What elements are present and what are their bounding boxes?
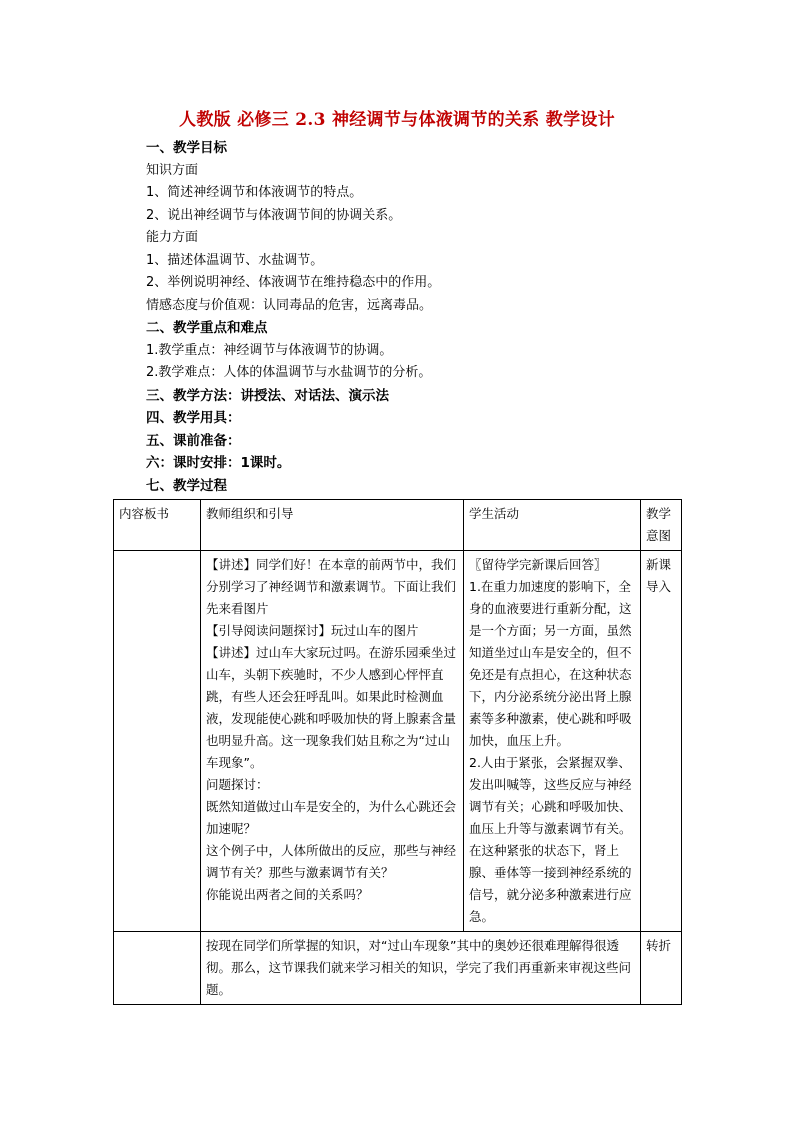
paragraph: 〖留待学完新课后回答〗 xyxy=(469,557,607,572)
cell-teacher-guidance xyxy=(201,551,464,932)
outline xyxy=(146,137,686,497)
header-teaching-intent: 教学意图 xyxy=(641,500,682,551)
paragraph: 【引导阅读问题探讨】玩过山车的图片 xyxy=(206,623,419,638)
document-title: 人教版 必修三 2.3 神经调节与体液调节的关系 教学设计 xyxy=(179,110,615,130)
section-line: 六：课时安排：1课时。 xyxy=(146,455,291,471)
teaching-process-table xyxy=(113,499,682,1005)
paragraph: 1.在重力加速度的影响下，全身的血液要进行重新分配，这是一个方面；另一方面，虽然知道坐过山车是安全的，但不免还是有点担心，在这种状态下，内分泌系统分泌出肾上腺素等多种激素，使心跳和呼吸加快，血压上升。 xyxy=(469,579,632,748)
section-line: 1、描述体温调节、水盐调节。 xyxy=(146,252,324,268)
section-line: 四、教学用具： xyxy=(146,410,241,426)
paragraph: 你能说出两者之间的关系吗？ xyxy=(206,887,369,902)
section-line: 一、教学目标 xyxy=(146,140,227,156)
paragraph: 【讲述】过山车大家玩过吗。在游乐园乘坐过山车，头朝下疾驰时，不少人感到心怦怦直跳，有些人还会狂呼乱叫。如果此时检测血液，发现能使心跳和呼吸加快的肾上腺素含量也明显升高。这一现象我们姑且称之为“过山车现象”。 xyxy=(206,645,457,770)
paragraph: 既然知道做过山车是安全的，为什么心跳还会加速呢？ xyxy=(206,799,457,836)
table-header-row xyxy=(114,500,682,551)
cell-content-board xyxy=(114,932,201,1005)
section-line: 五、课前准备： xyxy=(146,432,241,449)
paragraph: 2.人由于紧张，会紧握双拳、发出叫喊等，这些反应与神经调节有关；心跳和呼吸加快、血压上升等与激素调节有关。在这种紧张的状态下，肾上腺、垂体等一接到神经系统的信号，就分泌多种激素进行应急。 xyxy=(469,755,632,924)
section-line: 1、简述神经调节和体液调节的特点。 xyxy=(146,185,363,200)
header-content-board: 内容板书 xyxy=(114,500,201,551)
paragraph: 问题探讨： xyxy=(206,777,269,792)
section-line: 能力方面 xyxy=(146,230,199,245)
table-row xyxy=(114,932,682,1005)
cell-teaching-intent: 新课导入 xyxy=(641,551,682,932)
paragraph: 【讲述】同学们好！在本章的前两节中，我们分别学习了神经调节和激素调节。下面让我们先来看图片 xyxy=(206,557,457,616)
section-line: 1.教学重点：神经调节与体液调节的协调。 xyxy=(146,342,393,358)
section-line: 2、说出神经调节与体液调节间的协调关系。 xyxy=(146,207,402,223)
section-line: 2.教学难点：人体的体温调节与水盐调节的分析。 xyxy=(146,365,432,380)
cell-transition-text: 按现在同学们所掌握的知识，对“过山车现象”其中的奥妙还很难理解得很透彻。那么，这节课我们就来学习相关的知识，学完了我们再重新来审视这些问题。 xyxy=(201,932,641,1005)
cell-teaching-intent: 转折 xyxy=(641,932,682,1005)
section-line: 二、教学重点和难点 xyxy=(146,320,268,336)
section-line: 三、教学方法：讲授法、对话法、演示法 xyxy=(146,387,389,404)
section-line: 2、举例说明神经、体液调节在维持稳态中的作用。 xyxy=(146,275,441,290)
table-row xyxy=(114,551,682,932)
section-line: 七、教学过程 xyxy=(146,477,227,494)
cell-content-board xyxy=(114,551,201,932)
header-teacher-guidance: 教师组织和引导 xyxy=(201,500,464,551)
cell-student-activity xyxy=(464,551,641,932)
header-student-activity: 学生活动 xyxy=(464,500,641,551)
section-line: 情感态度与价值观：认同毒品的危害，远离毒品。 xyxy=(146,297,433,313)
section-line: 知识方面 xyxy=(146,162,199,178)
paragraph: 这个例子中，人体所做出的反应，那些与神经调节有关？那些与激素调节有关？ xyxy=(206,843,457,880)
